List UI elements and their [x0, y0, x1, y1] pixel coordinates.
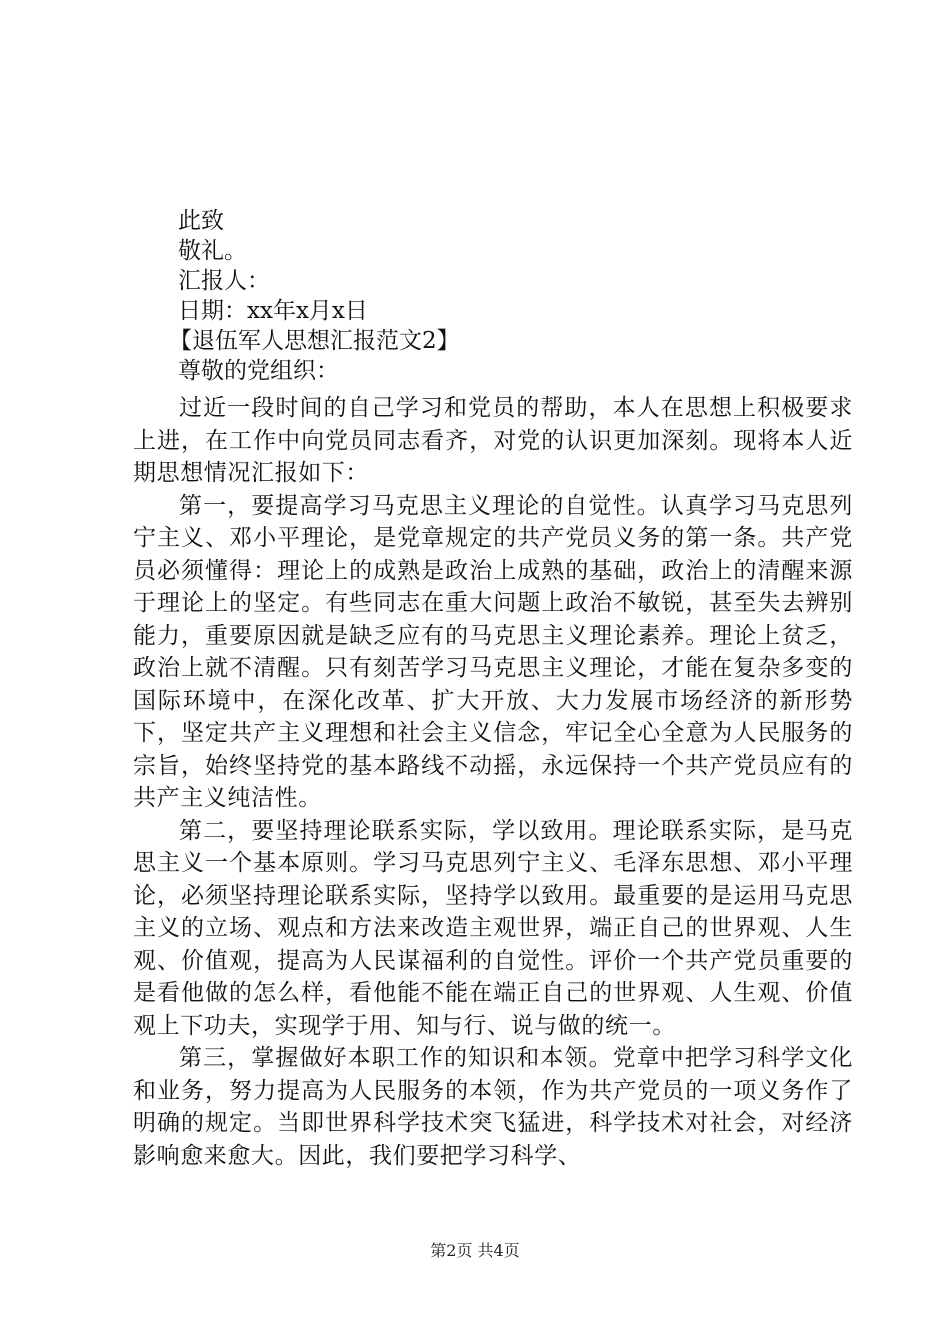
- section-title: 【退伍军人思想汇报范文2】: [169, 328, 460, 354]
- paragraph-intro: 过近一段时间的自己学习和党员的帮助，本人在思想上积极要求上进，在工作中向党员同志看齐，对党的认识更加深刻。现将本人近期思想情况汇报如下：: [133, 395, 853, 486]
- paragraph-third-point: 第三，掌握做好本职工作的知识和本领。党章中把学习科学文化和业务，努力提高为人民服务的本领，作为共产党员的一项义务作了明确的规定。当即世界科学技术突飞猛进，科学技术对社会，对经济影响愈来愈大。因此，我们要把学习科学、: [133, 1045, 853, 1169]
- page-number-footer: 第2页 共4页: [430, 1241, 520, 1260]
- greeting: 尊敬的党组织：: [178, 358, 339, 384]
- document-body: [133, 206, 853, 1172]
- closing-salutation: 此致: [178, 208, 224, 234]
- reporter-label: 汇报人：: [178, 268, 270, 294]
- date-line: 日期：xx年x月x日: [178, 298, 368, 324]
- paragraph-second-point: 第二，要坚持理论联系实际，学以致用。理论联系实际，是马克思主义一个基本原则。学习马克思列宁主义、毛泽东思想、邓小平理论，必须坚持理论联系实际，坚持学以致用。最重要的是运用马克思主义的立场、观点和方法来改造主观世界，端正自己的世界观、人生观、价值观，提高为人民谋福利的自觉性。评价一个共产党员重要的是看他做的怎么样，看他能不能在端正自己的世界观、人生观、价值观上下功夫，实现学于用、知与行、说与做的统一。: [133, 817, 853, 1039]
- paragraph-first-point: 第一，要提高学习马克思主义理论的自觉性。认真学习马克思列宁主义、邓小平理论，是党章规定的共产党员义务的第一条。共产党员必须懂得：理论上的成熟是政治上成熟的基础，政治上的清醒来源于理论上的坚定。有些同志在重大问题上政治不敏锐，甚至失去辨别能力，重要原因就是缺乏应有的马克思主义理论素养。理论上贫乏，政治上就不清醒。只有刻苦学习马克思主义理论，才能在复杂多变的国际环境中，在深化改革、扩大开放、大力发展市场经济的新形势下，坚定共产主义理想和社会主义信念，牢记全心全意为人民服务的宗旨，始终坚持党的基本路线不动摇，永远保持一个共产党员应有的共产主义纯洁性。: [133, 492, 853, 811]
- closing-regards: 敬礼。: [178, 238, 247, 264]
